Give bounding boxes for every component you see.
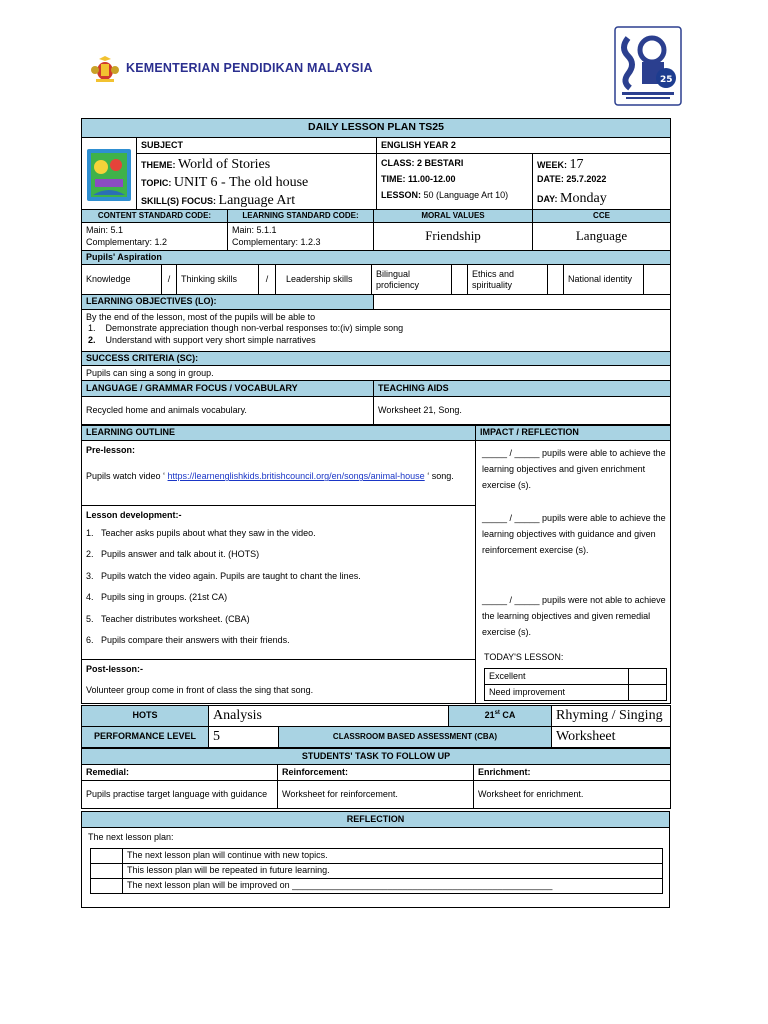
todays-lesson-label: TODAY'S LESSON: — [484, 652, 564, 662]
next-plan-check[interactable] — [91, 864, 123, 879]
cba-value: Worksheet — [552, 727, 671, 748]
lo-label: LEARNING OBJECTIVES (LO): — [82, 295, 374, 310]
skill-value: Language Art — [218, 193, 296, 208]
lesson-value: 50 (Language Art 10) — [423, 190, 509, 200]
post-lesson-label: Post-lesson:- — [86, 663, 144, 674]
language-focus-text: Recycled home and animals vocabulary. — [82, 397, 374, 425]
story-book-icon — [85, 145, 133, 205]
content-main: Main: 5.1 — [86, 225, 124, 236]
subject-value: ENGLISH YEAR 2 — [377, 138, 671, 154]
impact-item: _____ / _____ pupils were able to achieve the learning objectives with guidance and given reinforcement exercise (s). — [482, 513, 666, 555]
enrichment-label: Enrichment: — [474, 765, 671, 781]
lo-item: 1. Demonstrate appreciation though non-verbal responses to:(iv) simple song — [88, 323, 404, 334]
performance-level-value: 5 — [209, 727, 279, 748]
language-focus-label: LANGUAGE / GRAMMAR FOCUS / VOCABULARY — [82, 381, 374, 397]
lo-item: 2. Understand with support very short simple narratives — [88, 334, 316, 345]
ethics-mark — [548, 265, 564, 295]
enrichment-text: Worksheet for enrichment. — [474, 781, 671, 809]
aspiration-label: Pupils' Aspiration — [82, 251, 671, 265]
week-value: 17 — [569, 157, 584, 172]
next-plan-item: This lesson plan will be repeated in future learning. — [123, 864, 663, 879]
todays-option-improvement: Need improvement — [485, 685, 629, 701]
next-plan-item: The next lesson plan will continue with new topics. — [123, 849, 663, 864]
reinforcement-text: Worksheet for reinforcement. — [278, 781, 474, 809]
ca-label: 21st CA — [449, 706, 552, 727]
lesson-development-label: Lesson development:- — [86, 510, 182, 521]
aspiration-ethics: Ethics and spirituality — [468, 265, 548, 295]
dev-item: 3. Pupils watch the video again. Pupils are taught to chant the lines. — [86, 570, 361, 581]
svg-text:25: 25 — [660, 75, 673, 85]
ts25-logo-icon — [614, 26, 682, 106]
date-value: DATE: 25.7.2022 — [537, 174, 607, 184]
subject-label: SUBJECT — [137, 138, 377, 154]
learning-complementary: Complementary: 1.2.3 — [232, 236, 321, 247]
moral-values-label: MORAL VALUES — [374, 210, 533, 223]
topic-label: TOPIC: — [141, 178, 172, 188]
pre-lesson-text: Pupils watch video ‘ https://learnenglishkids.britishcouncil.org/en/songs/animal-house ‘ song. — [86, 471, 454, 482]
dev-item: 6. Pupils compare their answers with their friends. — [86, 635, 290, 646]
bilingual-mark — [452, 265, 468, 295]
cba-label: CLASSROOM BASED ASSESSMENT (CBA) — [279, 727, 552, 748]
performance-level-label: PERFORMANCE LEVEL — [82, 727, 209, 748]
dev-item: 4. Pupils sing in groups. (21st CA) — [86, 592, 228, 603]
learning-outline-label: LEARNING OUTLINE — [82, 426, 476, 441]
theme-value: World of Stories — [178, 157, 271, 172]
impact-item: _____ / _____ pupils were not able to achieve the learning objectives and given remedial exercise (s). — [482, 595, 666, 637]
cce-value: Language — [533, 223, 671, 251]
post-lesson-text: Volunteer group come in front of class the sing that song. — [86, 684, 314, 695]
teaching-aids-text: Worksheet 21, Song. — [374, 397, 671, 425]
learning-main: Main: 5.1.1 — [232, 225, 277, 236]
skill-label: SKILL(S) FOCUS: — [141, 196, 216, 206]
aspiration-national: National identity — [564, 265, 644, 295]
lo-intro: By the end of the lesson, most of the pupils will be able to — [86, 312, 316, 322]
week-label: WEEK: — [537, 160, 567, 170]
followup-label: STUDENTS' TASK TO FOLLOW UP — [82, 749, 671, 765]
aspiration-knowledge: Knowledge — [82, 265, 162, 295]
hots-label: HOTS — [82, 706, 209, 727]
excellent-check[interactable] — [629, 669, 667, 685]
dev-item: 1. Teacher asks pupils about what they saw in the video. — [86, 527, 316, 538]
hots-value: Analysis — [209, 706, 449, 727]
content-complementary: Complementary: 1.2 — [86, 236, 168, 247]
sc-label: SUCCESS CRITERIA (SC): — [82, 352, 671, 366]
aspiration-bilingual: Bilingual proficiency — [372, 265, 452, 295]
class-value: CLASS: 2 BESTARI — [381, 158, 464, 168]
knowledge-mark: / — [162, 265, 177, 295]
pre-lesson-label: Pre-lesson: — [86, 445, 136, 455]
day-value: Monday — [560, 191, 607, 206]
learning-standard-label: LEARNING STANDARD CODE: — [228, 210, 374, 223]
national-mark — [644, 265, 671, 295]
coat-of-arms-icon — [90, 55, 120, 83]
impact-item: _____ / _____ pupils were able to achieve the learning objectives and given enrichment exercise (s). — [482, 448, 666, 490]
time-value: TIME: 11.00-12.00 — [381, 174, 456, 184]
aspiration-thinking: Thinking skills — [177, 265, 259, 295]
cce-label: CCE — [533, 210, 671, 223]
dev-item: 5. Teacher distributes worksheet. (CBA) — [86, 613, 250, 624]
video-link[interactable]: https://learnenglishkids.britishcouncil.org/en/songs/animal-house — [167, 471, 425, 482]
sc-text: Pupils can sing a song in group. — [82, 366, 671, 381]
impact-reflection-label: IMPACT / REFLECTION — [476, 426, 671, 441]
ca-value: Rhyming / Singing — [552, 706, 671, 727]
thinking-mark: / — [259, 265, 276, 295]
lesson-plan-title: DAILY LESSON PLAN TS25 — [82, 119, 671, 138]
ministry-name: KEMENTERIAN PENDIDIKAN MALAYSIA — [126, 61, 373, 75]
reinforcement-label: Reinforcement: — [278, 765, 474, 781]
next-plan-check[interactable] — [91, 849, 123, 864]
remedial-label: Remedial: — [82, 765, 278, 781]
teaching-aids-label: TEACHING AIDS — [374, 381, 671, 397]
lesson-label: LESSON: — [381, 190, 422, 200]
next-plan-item: The next lesson plan will be improved on ____________________________________________________ — [123, 879, 663, 894]
book-image-cell — [82, 138, 137, 212]
todays-option-excellent: Excellent — [485, 669, 629, 685]
next-plan-label: The next lesson plan: — [88, 832, 174, 842]
day-label: DAY: — [537, 194, 558, 204]
next-plan-check[interactable] — [91, 879, 123, 894]
lo-empty — [374, 295, 671, 310]
content-standard-label: CONTENT STANDARD CODE: — [82, 210, 228, 223]
dev-item: 2. Pupils answer and talk about it. (HOTS) — [86, 549, 260, 560]
remedial-text: Pupils practise target language with guidance — [82, 781, 278, 809]
topic-value: UNIT 6 - The old house — [173, 175, 309, 190]
reflection-label: REFLECTION — [82, 812, 670, 828]
moral-value: Friendship — [374, 223, 533, 251]
theme-label: THEME: — [141, 160, 176, 170]
aspiration-leadership: Leadership skills — [276, 265, 372, 295]
improvement-check[interactable] — [629, 685, 667, 701]
